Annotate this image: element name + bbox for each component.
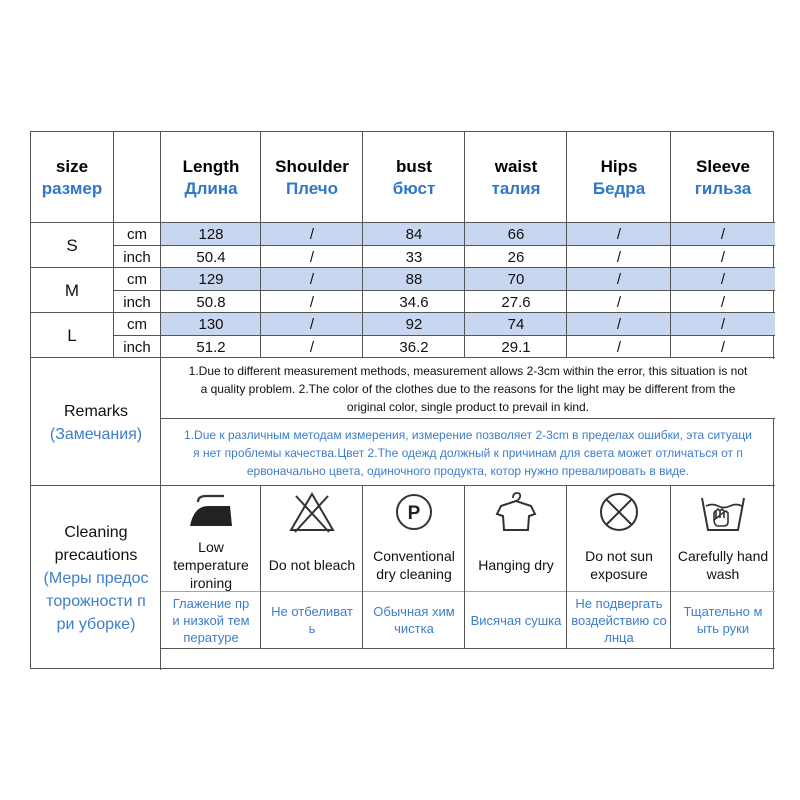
iron-icon [161, 486, 261, 538]
size-label-s: S [66, 235, 78, 255]
m-inch-bust: 34.6 [399, 293, 429, 311]
l-cm-waist: 74 [507, 316, 525, 333]
header-length-ru: Длина [184, 178, 238, 198]
header-length-en: Length [182, 156, 240, 176]
care-hang-ru-1: Висячая сушка [470, 612, 562, 628]
care-iron-en-3: ironing [189, 575, 233, 591]
m-cm-length: 129 [198, 271, 224, 288]
care-bleach-ru [261, 592, 363, 648]
care-handwash-en [671, 538, 775, 592]
remarks-label-ru: (Замечания) [49, 425, 143, 443]
header-shoulder-en: Shoulder [275, 156, 349, 176]
care-sun-en-1: Do not sun [585, 548, 653, 564]
grid-h-care-end [161, 648, 775, 649]
care-handwash-en-1: Carefully hand [677, 548, 769, 564]
s-inch-shoulder: / [309, 248, 315, 266]
grid-h-l-mid [113, 335, 775, 336]
care-iron-en-2: temperature [173, 557, 249, 573]
care-handwash-ru-2: ыть руки [696, 621, 750, 636]
remarks-en [161, 359, 775, 419]
cleaning-label-ru-1: (Меры предос [43, 569, 149, 587]
m-inch-waist: 27.6 [501, 293, 531, 311]
care-bleach-en-1: Do not bleach [268, 557, 356, 573]
s-inch-hips: / [616, 248, 622, 266]
s-cm-shoulder: / [309, 226, 315, 243]
header-hips [567, 132, 671, 223]
care-hang-ru [465, 592, 567, 648]
header-sleeve-ru: гильза [694, 178, 752, 198]
header-sleeve-en: Sleeve [696, 156, 750, 176]
care-sun-en [567, 538, 671, 592]
cleaning-label-en-2: precautions [54, 546, 138, 564]
grid-v-shoulder-care [362, 486, 363, 648]
unit-l-cm: cm [127, 316, 147, 333]
grid-v-hips-care [670, 486, 671, 648]
l-inch-hips: / [616, 338, 622, 356]
m-cm-sleeve: / [720, 271, 726, 288]
grid-h-remark-mid [161, 418, 775, 419]
hanging-dry-icon [465, 486, 567, 538]
care-dryclean-en-1: Conventional [373, 548, 455, 564]
header-sleeve [671, 132, 775, 223]
header-length [161, 132, 261, 223]
care-dryclean-ru-1: Обычная хим [373, 604, 455, 619]
care-handwash-en-2: wash [706, 566, 740, 582]
l-inch-sleeve: / [720, 338, 726, 356]
care-dryclean-en [363, 538, 465, 592]
unit-l-inch: inch [123, 338, 151, 356]
header-bust [363, 132, 465, 223]
cleaning-label-ru-3: ри уборке) [56, 615, 136, 633]
l-inch-waist: 29.1 [501, 338, 531, 356]
remarks-ru-line-3: ервоначально цвета, одиночного продукта, котор нужно превалировать в виде. [246, 463, 690, 478]
s-inch-bust: 33 [405, 248, 423, 266]
header-size [31, 132, 113, 223]
l-cm-bust: 92 [405, 316, 423, 333]
care-iron-ru-2: и низкой тем [172, 612, 250, 628]
s-inch-waist: 26 [507, 248, 525, 266]
care-handwash-ru-1: Тщательно м [683, 604, 763, 619]
header-size-en: size [55, 156, 89, 176]
m-inch-hips: / [616, 293, 622, 311]
grid-v-length-care [260, 486, 261, 648]
l-cm-shoulder: / [309, 316, 315, 333]
header-waist-ru: талия [491, 178, 541, 198]
m-cm-shoulder: / [309, 271, 315, 288]
m-inch-length: 50.8 [196, 293, 226, 311]
care-iron-ru-3: пературе [183, 629, 239, 645]
l-inch-shoulder: / [309, 338, 315, 356]
l-inch-bust: 36.2 [399, 338, 429, 356]
header-bust-en: bust [396, 156, 432, 176]
grid-v-waist-care [566, 486, 567, 648]
unit-s-inch: inch [123, 248, 151, 266]
size-label-l: L [67, 325, 77, 345]
care-iron-en [161, 538, 261, 592]
m-inch-shoulder: / [309, 293, 315, 311]
unit-m-inch: inch [123, 293, 151, 311]
no-sun-icon [567, 486, 671, 538]
unit-s-cm: cm [127, 226, 147, 243]
grid-v-size [113, 132, 114, 358]
grid-v-length [260, 132, 261, 358]
grid-v-shoulder [362, 132, 363, 358]
care-sun-ru-1: Не подвергать [575, 595, 663, 611]
m-cm-hips: / [616, 271, 622, 288]
care-dryclean-ru [363, 592, 465, 648]
grid-v-bust [464, 132, 465, 358]
header-size-ru: размер [41, 178, 103, 198]
grid-v-unit [160, 132, 161, 670]
l-cm-sleeve: / [720, 316, 726, 333]
header-waist-en: waist [494, 156, 538, 176]
remarks-ru-line-2: я нет проблемы качества.Цвет 2.The одежд должный к причинам для света может отличаться от п [193, 445, 743, 460]
s-cm-length: 128 [198, 226, 224, 243]
header-shoulder [261, 132, 363, 223]
size-label-m: M [64, 280, 80, 300]
s-cm-sleeve: / [720, 226, 726, 243]
s-cm-waist: 66 [507, 226, 525, 243]
m-inch-sleeve: / [720, 293, 726, 311]
cleaning-label [31, 486, 161, 670]
grid-h-care-mid [161, 591, 775, 592]
s-cm-bust: 84 [405, 226, 423, 243]
grid-h-s-mid [113, 245, 775, 246]
unit-m-cm: cm [127, 271, 147, 288]
care-iron-ru-1: Глажение пр [172, 595, 250, 611]
s-inch-sleeve: / [720, 248, 726, 266]
care-dryclean-en-2: dry cleaning [376, 566, 452, 582]
grid-h-s-end [31, 267, 775, 268]
grid-h-header [31, 222, 775, 223]
care-hang-en-1: Hanging dry [478, 557, 554, 573]
cleaning-label-en-1: Cleaning [64, 523, 128, 541]
remarks-en-line-1: 1.Due to different measurement methods, measurement allows 2-3cm within the error, this situation is not [188, 364, 748, 378]
no-bleach-icon [261, 486, 363, 538]
header-bust-ru: бюст [392, 178, 436, 198]
remarks-ru-line-1: 1.Due к различным методам измерения, измерение позволяет 2-3cm в пределах ошибки, эта ситуаци [184, 427, 752, 442]
grid-h-m-mid [113, 290, 775, 291]
remarks-ru [161, 419, 775, 486]
dry-clean-icon [363, 486, 465, 538]
care-handwash-ru [671, 592, 775, 648]
cleaning-label-ru-2: торожности п [46, 592, 146, 610]
grid-v-waist [566, 132, 567, 358]
care-sun-en-2: exposure [590, 566, 648, 582]
l-cm-length: 130 [198, 316, 224, 333]
care-iron-en-1: Low [198, 539, 224, 555]
grid-h-remark-end [31, 485, 775, 486]
svg-text:P: P [407, 503, 421, 524]
m-cm-bust: 88 [405, 271, 423, 288]
hand-wash-icon [671, 486, 775, 538]
header-hips-en: Hips [600, 156, 638, 176]
header-hips-ru: Бедра [592, 178, 646, 198]
care-bleach-en [261, 538, 363, 592]
remarks-en-line-3: original color, single product to prevail in kind. [346, 400, 590, 414]
grid-h-m-end [31, 312, 775, 313]
size-chart [30, 131, 774, 669]
header-waist [465, 132, 567, 223]
s-inch-length: 50.4 [196, 248, 226, 266]
l-cm-hips: / [616, 316, 622, 333]
header-shoulder-ru: Плечо [285, 178, 339, 198]
care-bleach-ru-2: ь [308, 621, 316, 636]
care-sun-ru-2: воздействию со [571, 612, 667, 628]
care-bleach-ru-1: Не отбеливат [271, 604, 353, 619]
m-cm-waist: 70 [507, 271, 525, 288]
care-hang-en [465, 538, 567, 592]
care-sun-ru-3: лнца [604, 629, 634, 645]
care-iron-ru [161, 592, 261, 648]
l-inch-length: 51.2 [196, 338, 226, 356]
remarks-label-en: Remarks [63, 402, 128, 420]
remarks-label [31, 359, 161, 486]
grid-v-bust-care [464, 486, 465, 648]
s-cm-hips: / [616, 226, 622, 243]
grid-v-hips [670, 132, 671, 358]
grid-h-l-end [31, 357, 775, 358]
care-dryclean-ru-2: чистка [394, 621, 434, 636]
care-sun-ru [567, 592, 671, 648]
remarks-en-line-2: a quality problem. 2.The color of the clothes due to the reasons for the light may be different from the [200, 382, 736, 396]
